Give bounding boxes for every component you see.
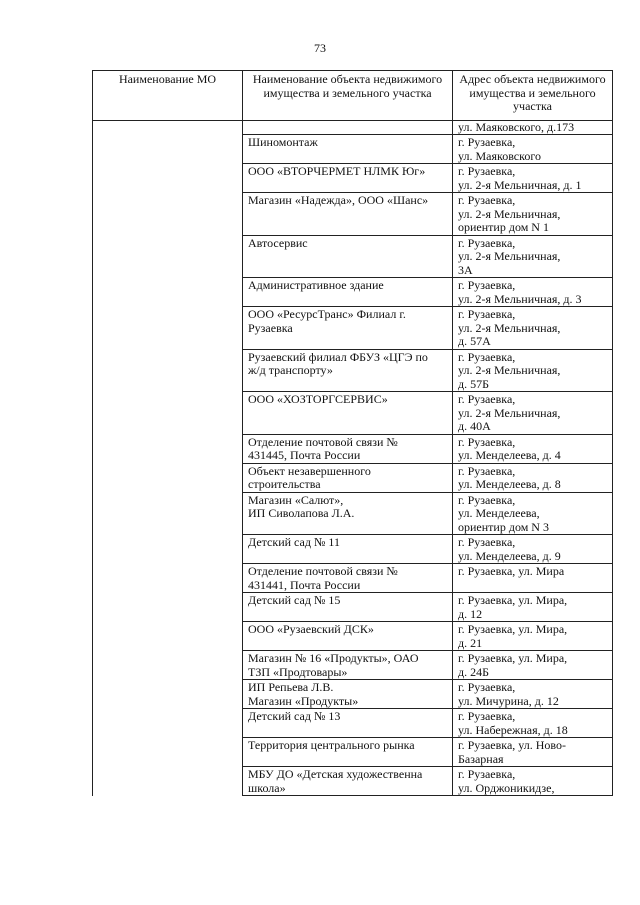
- object-name-cell: [243, 120, 453, 135]
- object-name-cell: ИП Репьева Л.В. Магазин «Продукты»: [243, 680, 453, 709]
- object-address-cell: г. Рузаевка, ул. Мира, д. 12: [453, 593, 613, 622]
- object-address-cell: г. Рузаевка, ул. Мира, д. 21: [453, 622, 613, 651]
- header-object-address: Адрес объекта недвижимого имущества и земельного участка: [453, 71, 613, 121]
- object-address-cell: г. Рузаевка, ул. Набережная, д. 18: [453, 709, 613, 738]
- object-address-cell: г. Рузаевка, ул. 2-я Мельничная, д. 40А: [453, 392, 613, 435]
- object-name-cell: ООО «ВТОРЧЕРМЕТ НЛМК Юг»: [243, 164, 453, 193]
- object-address-cell: г. Рузаевка, ул. Мира: [453, 564, 613, 593]
- property-table: [92, 70, 613, 796]
- header-mo-name: Наименование МО: [93, 71, 243, 121]
- object-address-cell: г. Рузаевка, ул. Маяковского: [453, 135, 613, 164]
- object-address-cell: г. Рузаевка, ул. 2-я Мельничная, д. 57Б: [453, 349, 613, 392]
- object-address-cell: г. Рузаевка, ул. Орджоникидзе,: [453, 767, 613, 796]
- object-name-cell: ООО «РесурсТранс» Филиал г. Рузаевка: [243, 307, 453, 350]
- object-address-cell: г. Рузаевка, ул. Ново- Базарная: [453, 738, 613, 767]
- object-address-cell: ул. Маяковского, д.173: [453, 120, 613, 135]
- table-header-row: [93, 71, 613, 121]
- object-name-cell: Магазин № 16 «Продукты», ОАО ТЗП «Продтовары»: [243, 651, 453, 680]
- object-name-cell: Детский сад № 15: [243, 593, 453, 622]
- object-address-cell: г. Рузаевка, ул. 2-я Мельничная, д. 57А: [453, 307, 613, 350]
- table-row: [93, 120, 613, 135]
- object-name-cell: Отделение почтовой связи № 431441, Почта России: [243, 564, 453, 593]
- mo-name-cell: [93, 120, 243, 796]
- object-name-cell: Магазин «Салют», ИП Сиволапова Л.А.: [243, 492, 453, 535]
- object-name-cell: ООО «Рузаевский ДСК»: [243, 622, 453, 651]
- object-address-cell: г. Рузаевка, ул. Менделеева, д. 4: [453, 434, 613, 463]
- table-body: [93, 120, 613, 796]
- object-address-cell: г. Рузаевка, ул. Мира, д. 24Б: [453, 651, 613, 680]
- object-address-cell: г. Рузаевка, ул. 2-я Мельничная, д. 1: [453, 164, 613, 193]
- object-address-cell: г. Рузаевка, ул. 2-я Мельничная, ориентир дом N 1: [453, 193, 613, 236]
- object-address-cell: г. Рузаевка, ул. Менделеева, д. 8: [453, 463, 613, 492]
- object-address-cell: г. Рузаевка, ул. Менделеева, д. 9: [453, 535, 613, 564]
- object-name-cell: ООО «ХОЗТОРГСЕРВИС»: [243, 392, 453, 435]
- object-name-cell: МБУ ДО «Детская художественна школа»: [243, 767, 453, 796]
- object-address-cell: г. Рузаевка, ул. Мичурина, д. 12: [453, 680, 613, 709]
- page-number: 73: [314, 41, 326, 55]
- object-name-cell: Автосервис: [243, 235, 453, 278]
- object-address-cell: г. Рузаевка, ул. 2-я Мельничная, 3А: [453, 235, 613, 278]
- object-name-cell: Шиномонтаж: [243, 135, 453, 164]
- object-name-cell: Детский сад № 11: [243, 535, 453, 564]
- object-name-cell: Объект незавершенного строительства: [243, 463, 453, 492]
- object-name-cell: Административное здание: [243, 278, 453, 307]
- header-object-name: Наименование объекта недвижимого имущества и земельного участка: [243, 71, 453, 121]
- object-name-cell: Рузаевский филиал ФБУЗ «ЦГЭ по ж/д транспорту»: [243, 349, 453, 392]
- object-name-cell: Территория центрального рынка: [243, 738, 453, 767]
- object-address-cell: г. Рузаевка, ул. 2-я Мельничная, д. 3: [453, 278, 613, 307]
- object-address-cell: г. Рузаевка, ул. Менделеева, ориентир дом N 3: [453, 492, 613, 535]
- object-name-cell: Отделение почтовой связи № 431445, Почта России: [243, 434, 453, 463]
- object-name-cell: Детский сад № 13: [243, 709, 453, 738]
- object-name-cell: Магазин «Надежда», ООО «Шанс»: [243, 193, 453, 236]
